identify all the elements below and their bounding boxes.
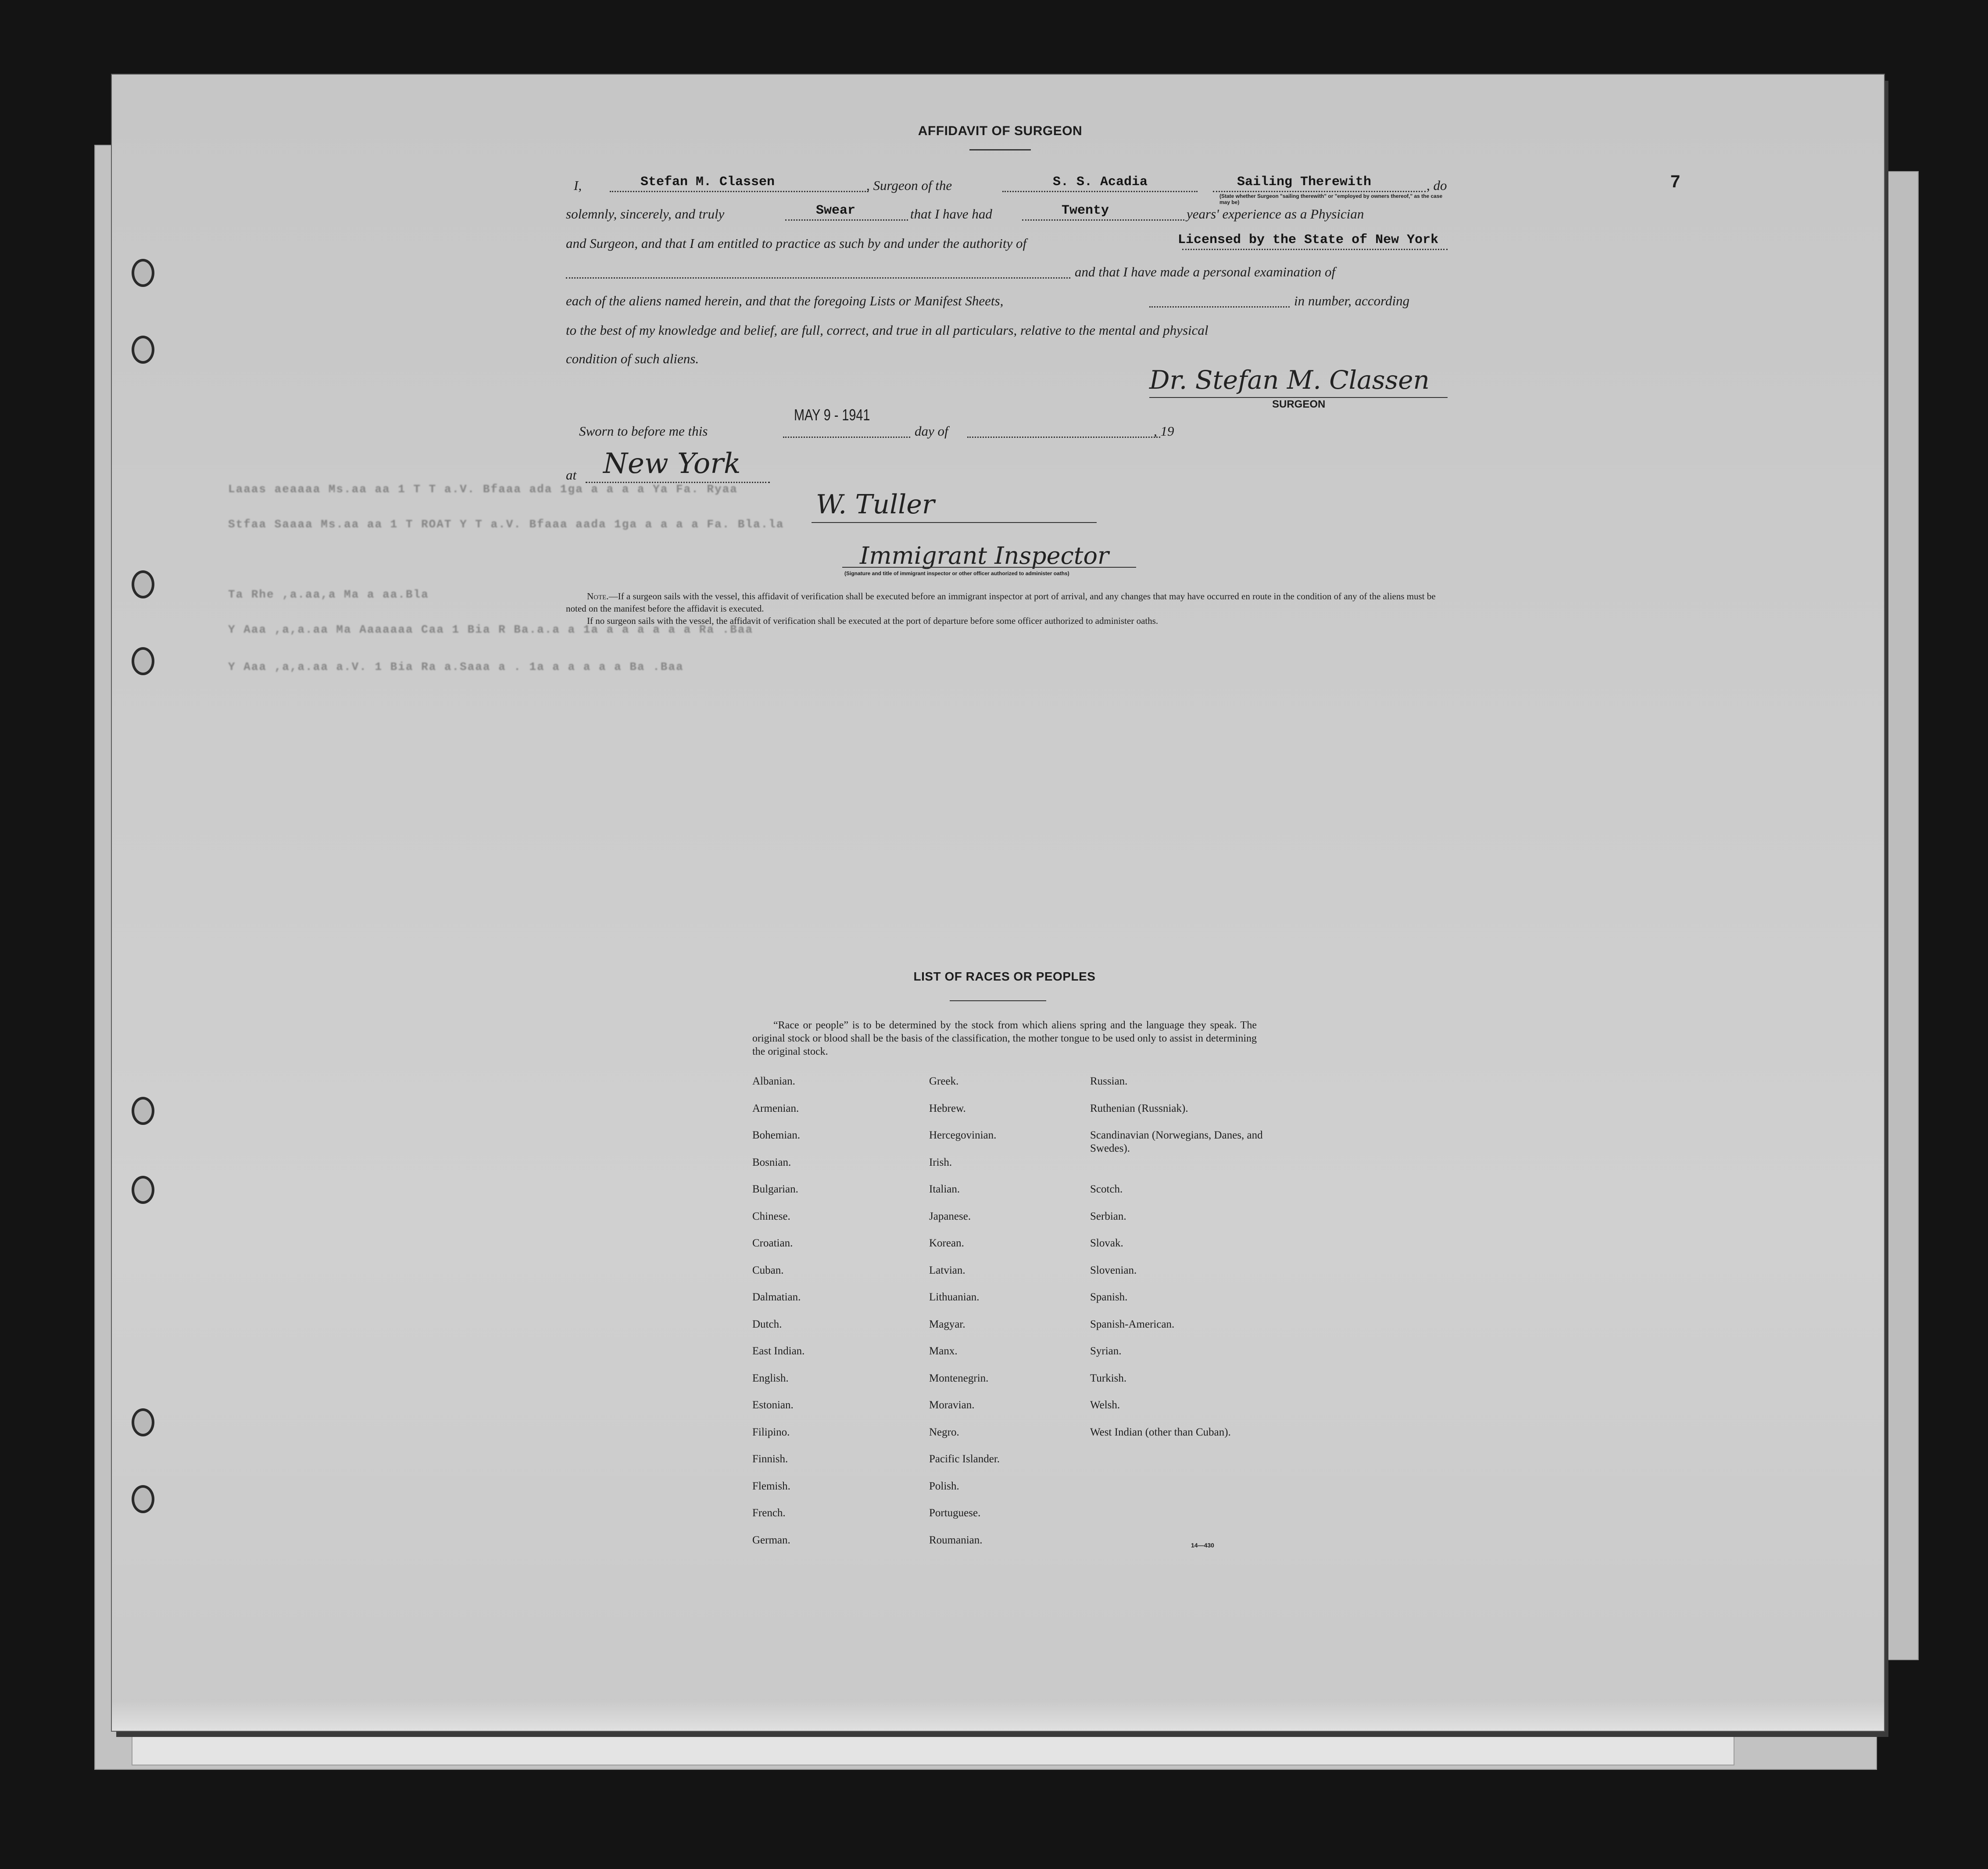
note-label: Note. <box>587 591 609 602</box>
surgeon-status: Sailing Therewith <box>1237 175 1372 190</box>
race-item: Magyar. <box>929 1318 965 1330</box>
date-stamp: MAY 9 - 1941 <box>794 406 870 424</box>
race-item: Flemish. <box>752 1480 790 1492</box>
page-number: 7 <box>1670 172 1681 191</box>
fill-line <box>1002 191 1198 192</box>
race-item: Armenian. <box>752 1102 799 1114</box>
races-title: LIST OF RACES OR PEOPLES <box>913 970 1096 983</box>
race-item: Finnish. <box>752 1453 788 1465</box>
authority-text: and Surgeon, and that I am entitled to practice as such by and under the authority of <box>566 236 1027 251</box>
surgeon-label: SURGEON <box>1272 398 1326 410</box>
surgeon-name: Stefan M. Classen <box>640 175 775 190</box>
race-item: Cuban. <box>752 1264 784 1276</box>
affidavit-i: I, <box>574 178 582 193</box>
races-rule <box>950 1000 1046 1001</box>
form-number: 14—430 <box>1191 1542 1214 1549</box>
race-item: Serbian. <box>1090 1210 1126 1222</box>
race-item: Dalmatian. <box>752 1291 801 1303</box>
officer-signature: W. Tuller <box>816 489 935 520</box>
place-handwriting: New York <box>603 448 741 480</box>
do-text: , do <box>1427 178 1447 193</box>
day-of-text: day of <box>915 423 948 439</box>
race-item: Greek. <box>929 1075 959 1087</box>
year-prefix-text: , 19 <box>1154 423 1174 439</box>
races-column-3 <box>1090 1075 1274 1453</box>
race-item: Scandinavian (Norwegians, Danes, and Swedes). <box>1090 1129 1263 1154</box>
signature-line <box>1149 397 1448 398</box>
race-item: French. <box>752 1507 786 1519</box>
punch-hole <box>132 1176 154 1204</box>
bleed-through-text: Y Aaa ,a,a.aa Ma Aaaaaaa Caa 1 Bia R Ba.a.a a 1a a a a a a a Ra .Baa <box>228 623 753 636</box>
bleed-through-text: Ta Rhe ,a.aa,a Ma a aa.Bla <box>228 588 429 601</box>
race-item: Manx. <box>929 1345 958 1357</box>
race-item: Irish. <box>929 1156 952 1168</box>
race-item: West Indian (other than Cuban). <box>1090 1426 1231 1438</box>
surgeon-of-text: , Surgeon of the <box>866 178 952 193</box>
punch-hole <box>132 1097 154 1125</box>
note-text-2: If no surgeon sails with the vessel, the affidavit of verification shall be executed at the port of departure before some officer authorized to administer oaths. <box>587 616 1158 626</box>
race-item: East Indian. <box>752 1345 805 1357</box>
that-i-have-had-text: that I have had <box>910 206 992 222</box>
race-item: Montenegrin. <box>929 1372 989 1384</box>
affidavit-line-6: to the best of my knowledge and belief, are full, correct, and true in all particulars, relative to the mental and physical <box>566 322 1209 338</box>
manifest-text: each of the aliens named herein, and that the foregoing Lists or Manifest Sheets, <box>566 293 1004 308</box>
fill-line <box>566 277 1070 279</box>
fill-line <box>1022 219 1184 221</box>
race-item: Syrian. <box>1090 1345 1122 1357</box>
race-item: English. <box>752 1372 789 1384</box>
race-item: Spanish-American. <box>1090 1318 1175 1330</box>
examination-text: and that I have made a personal examination of <box>1075 264 1336 279</box>
race-item: Japanese. <box>929 1210 971 1222</box>
race-item: Slovak. <box>1090 1237 1123 1249</box>
races-intro: “Race or people” is to be determined by the stock from which aliens spring and the language they speak. The original stock or blood shall be the basis of the classification, the mother tongue to be used only to assist in determining the original stock. <box>752 1020 1257 1057</box>
years-value: Twenty <box>1062 203 1109 218</box>
fill-line <box>1149 306 1290 308</box>
race-item: Russian. <box>1090 1075 1128 1087</box>
title-rule <box>969 149 1031 150</box>
officer-caption: (Signature and title of immigrant inspector or other officer authorized to administer oaths) <box>844 570 1069 576</box>
bleed-through-text: Y Aaa ,a,a.aa a.V. 1 Bia Ra a.Saaa a . 1a a a a a a Ba .Baa <box>228 660 684 673</box>
race-item: Albanian. <box>752 1075 795 1087</box>
affidavit-title: AFFIDAVIT OF SURGEON <box>918 124 1083 138</box>
punch-hole <box>132 1408 154 1436</box>
license-authority: Licensed by the State of New York <box>1178 233 1439 247</box>
status-note: (State whether Surgeon "sailing therewith" or "employed by owners thereof," as the case may be) <box>1219 193 1443 205</box>
oath-type: Swear <box>816 203 856 218</box>
race-item: Portuguese. <box>929 1507 981 1519</box>
officer-signature-line <box>812 522 1097 523</box>
race-item: Pacific Islander. <box>929 1453 1000 1465</box>
race-item: Turkish. <box>1090 1372 1127 1384</box>
race-item: Latvian. <box>929 1264 965 1276</box>
race-item: Moravian. <box>929 1399 975 1411</box>
punch-hole <box>132 647 154 675</box>
race-item: Negro. <box>929 1426 959 1438</box>
fill-line <box>1213 191 1426 192</box>
race-item: Bosnian. <box>752 1156 791 1168</box>
races-column-2 <box>929 1075 1000 1561</box>
race-item: Welsh. <box>1090 1399 1120 1411</box>
race-item: German. <box>752 1534 790 1546</box>
punch-hole <box>132 259 154 287</box>
fill-line <box>610 191 869 192</box>
race-item: Bohemian. <box>752 1129 801 1141</box>
races-column-1 <box>752 1075 804 1561</box>
fill-line <box>1182 249 1448 250</box>
race-item: Italian. <box>929 1183 960 1195</box>
race-item: Slovenian. <box>1090 1264 1137 1276</box>
race-item: Croatian. <box>752 1237 793 1249</box>
sworn-text: Sworn to before me this <box>579 423 708 439</box>
race-item: Hebrew. <box>929 1102 966 1114</box>
years-experience-text: years' experience as a Physician <box>1187 206 1364 222</box>
race-item: Lithuanian. <box>929 1291 980 1303</box>
fill-line <box>967 437 1160 438</box>
officer-title: Immigrant Inspector <box>860 542 1109 569</box>
fill-line <box>785 219 908 221</box>
race-item: Hercegovinian. <box>929 1129 997 1141</box>
solemnly-text: solemnly, sincerely, and truly <box>566 206 725 222</box>
surgeon-signature: Dr. Stefan M. Classen <box>1149 365 1430 395</box>
race-item: Scotch. <box>1090 1183 1123 1195</box>
punch-hole <box>132 336 154 364</box>
bleed-through-text: Stfaa Saaaa Ms.aa aa 1 T ROAT Y T a.V. Bfaaa aada 1ga a a a a Fa. Bla.la <box>228 518 784 531</box>
race-item: Filipino. <box>752 1426 790 1438</box>
vessel-name: S. S. Acadia <box>1053 175 1148 190</box>
race-item: Chinese. <box>752 1210 790 1222</box>
in-number-text: in number, according <box>1294 293 1410 308</box>
note-text: —If a surgeon sails with the vessel, this affidavit of verification shall be executed before an immigrant inspector at port of arrival, and any changes that may have occurred en route in the condition of any of the aliens must be noted on the manifest before the affidavit is executed. <box>566 591 1436 614</box>
race-item: Dutch. <box>752 1318 782 1330</box>
punch-hole <box>132 570 154 598</box>
race-item: Ruthenian (Russniak). <box>1090 1102 1188 1114</box>
affidavit-note <box>566 590 1448 627</box>
race-item: Bulgarian. <box>752 1183 798 1195</box>
affidavit-line-7: condition of such aliens. <box>566 351 699 366</box>
race-item: Spanish. <box>1090 1291 1128 1303</box>
race-item: Roumanian. <box>929 1534 983 1546</box>
at-label: at <box>566 467 577 483</box>
punch-hole <box>132 1485 154 1513</box>
bleed-through-text: Laaas aeaaaa Ms.aa aa 1 T T a.V. Bfaaa ada 1ga a a a a Ya Fa. Ryaa <box>228 483 738 496</box>
race-item: Korean. <box>929 1237 964 1249</box>
officer-title-line <box>842 567 1136 568</box>
race-item: Polish. <box>929 1480 959 1492</box>
fill-line <box>783 437 910 438</box>
race-item: Estonian. <box>752 1399 794 1411</box>
